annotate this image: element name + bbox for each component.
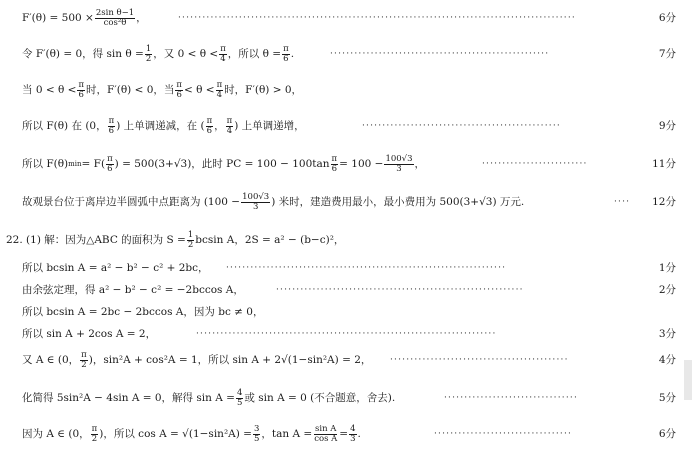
fraction: $\frac{\pi}{6}$ [331, 153, 338, 174]
line-text: = F( [81, 158, 106, 170]
score-label: 3分 [658, 328, 676, 340]
score-label: 6分 [658, 428, 676, 440]
score-label: 2分 [658, 284, 676, 296]
dot-leader: ·························· [482, 159, 588, 169]
fraction: $\frac{\text{2sin θ−1}}{\text{cos²θ}}$ [95, 7, 135, 28]
fraction: $\frac{1}{2}$ [145, 43, 152, 64]
line-text: 22. (1) 解：因为△ABC 的面积为 S = [6, 234, 186, 246]
line-text: 所以 F(θ) 在 (0， [22, 120, 107, 132]
line-text: 所以 bcsin A = 2bc − 2bccos A，因为 bc ≠ 0， [22, 306, 264, 318]
score-label: 9分 [658, 120, 676, 132]
line-text: bcsin A，2S = a² − (b−c)²， [195, 234, 345, 246]
fraction: $\frac{100√3}{3}$ [242, 191, 270, 212]
line-text: . [290, 48, 295, 60]
solution-line-4 [0, 116, 692, 136]
line-text: ， [136, 12, 147, 24]
fraction: $\frac{\pi}{4}$ [226, 115, 233, 136]
line-text: 令 F′(θ) = 0，得 sin θ = [22, 48, 144, 60]
line-text: F′(θ) = 500 × [22, 12, 94, 24]
score-label: 11分 [652, 158, 676, 170]
solution-line-13 [0, 388, 692, 408]
line-text: 时，F′(θ) < 0，当 [86, 84, 175, 96]
fraction: $\frac{100√3}{3}$ [385, 153, 413, 174]
fraction: $\frac{4}{5}$ [236, 387, 243, 408]
line-text: 时，F′(θ) > 0， [224, 84, 303, 96]
dot-leader: ···· [614, 197, 631, 207]
line-text: = 100 − [339, 158, 384, 170]
fraction: $\frac{\pi}{6}$ [78, 79, 85, 100]
line-text: ，又 0 < θ < [153, 48, 219, 60]
line-text: ) 上单调递增， [234, 120, 305, 132]
score-label: 1分 [658, 262, 676, 274]
solution-line-14 [0, 424, 692, 444]
solution-line-3 [0, 80, 692, 100]
line-text: 所以 sin A + 2cos A = 2， [22, 328, 157, 340]
score-label: 7分 [658, 48, 676, 60]
fraction: $\frac{3}{5}$ [253, 423, 260, 444]
solution-line-5 [0, 154, 692, 174]
score-label: 12分 [652, 196, 676, 208]
dot-leader: ····································································· [226, 263, 507, 273]
fraction: $\frac{\pi}{4}$ [216, 79, 223, 100]
line-text: ，tan A = [261, 428, 313, 440]
line-text: ， [214, 120, 225, 132]
solution-line-6 [0, 192, 692, 212]
solution-line-1 [0, 8, 692, 28]
subscript: min [68, 160, 82, 168]
solution-line-11 [0, 324, 692, 344]
fraction: $\frac{\pi}{4}$ [220, 43, 226, 64]
line-text: 又 A ∈ (0， [22, 354, 80, 366]
solution-line-8 [0, 258, 692, 278]
page-edge-shadow [684, 360, 692, 400]
line-text: ) = 500(3+√3)，此时 PC = 100 − 100tan [114, 158, 330, 170]
solution-line-7 [0, 230, 692, 250]
score-label: 4分 [658, 354, 676, 366]
line-text: 或 sin A = 0 (不合题意，舍去). [244, 392, 396, 404]
score-label: 5分 [658, 392, 676, 404]
line-text: 当 0 < θ < [22, 84, 77, 96]
line-text: )，sin²A + cos²A = 1，所以 sin A + 2√(1−sin²A) = 2， [88, 354, 372, 366]
line-text: 由余弦定理，得 a² − b² − c² = −2bccos A， [22, 284, 244, 296]
fraction: $\frac{\pi}{2}$ [81, 349, 87, 370]
fraction: $\frac{4}{3}$ [350, 423, 356, 444]
line-text: ) 上单调递减，在 ( [116, 120, 205, 132]
line-text: = [339, 428, 349, 440]
solution-line-12 [0, 350, 692, 370]
fraction: $\frac{\pi}{6}$ [176, 79, 182, 100]
dot-leader: ·································· [434, 429, 573, 439]
fraction: $\frac{\pi}{6}$ [108, 115, 115, 136]
fraction: $\frac{\pi}{6}$ [283, 43, 289, 64]
dot-leader: ············································ [390, 355, 569, 365]
fraction: $\frac{\pi}{6}$ [206, 115, 213, 136]
fraction: $\frac{\pi}{2}$ [91, 423, 98, 444]
line-text: 所以 F(θ) [22, 158, 69, 170]
fraction: $\frac{1}{2}$ [187, 229, 194, 250]
line-text: . [357, 428, 361, 440]
line-text: < θ < [183, 84, 215, 96]
line-text: ，所以 θ = [227, 48, 282, 60]
dot-leader: ································· [444, 393, 579, 403]
line-text: 所以 bcsin A = a² − b² − c² + 2bc， [22, 262, 209, 274]
line-text: 化简得 5sin²A − 4sin A = 0，解得 sin A = [22, 392, 235, 404]
line-text: 因为 A ∈ (0， [22, 428, 90, 440]
dot-leader: ······················································ [330, 49, 550, 59]
line-text: )，所以 cos A = √(1−sin²A) = [99, 428, 252, 440]
fraction: $\frac{\text{sin A}}{\text{cos A}}$ [314, 423, 338, 444]
solution-line-9 [0, 280, 692, 300]
solution-line-10 [0, 302, 692, 322]
dot-leader: ·································································································· [178, 13, 576, 23]
solution-line-2 [0, 44, 692, 64]
score-label: 6分 [658, 12, 676, 24]
dot-leader: ·········································································· [196, 329, 497, 339]
dot-leader: ····························································· [276, 285, 524, 295]
line-text: ， [414, 158, 425, 170]
dot-leader: ················································· [362, 121, 561, 131]
line-text: 故观景台位于离岸边半圆弧中点距离为 (100 − [22, 196, 241, 208]
fraction: $\frac{\pi}{6}$ [107, 153, 113, 174]
line-text: ) 米时，建造费用最小，最小费用为 500(3+√3) 万元. [271, 196, 525, 208]
